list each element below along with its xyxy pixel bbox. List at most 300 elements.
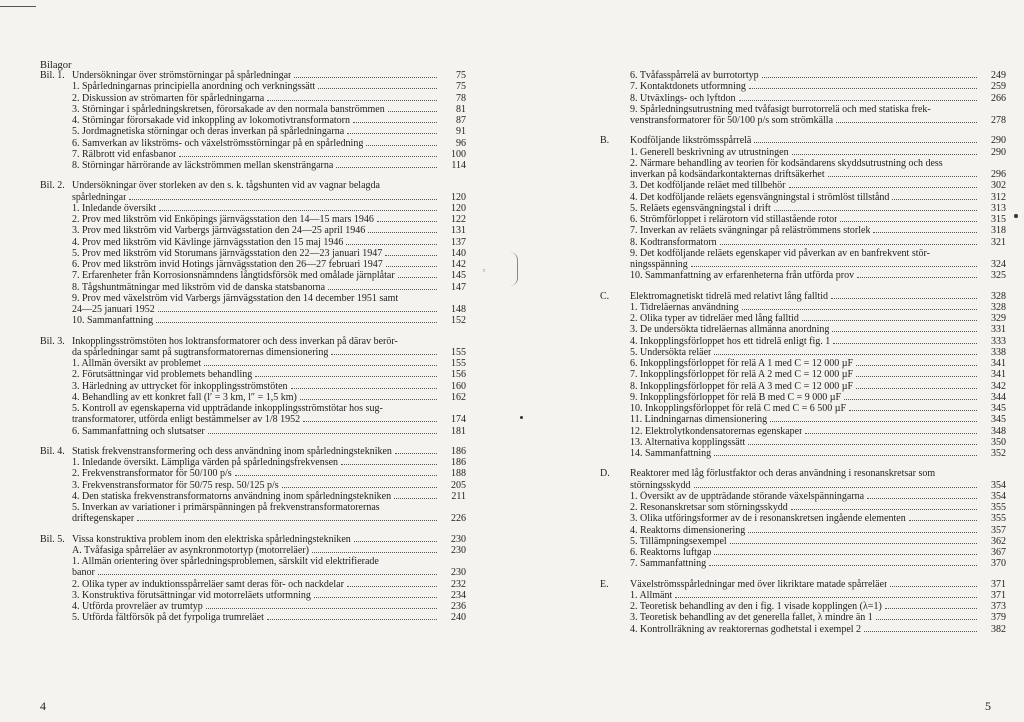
page-ref: 329 xyxy=(991,313,1006,324)
entry-title: 4. Behandling av ett konkret fall (l′ = 3 km, l″ = 1,5 km) xyxy=(72,391,297,403)
toc-entry xyxy=(600,426,1006,437)
page-ref: 348 xyxy=(991,425,1006,437)
dot-leader xyxy=(791,509,977,510)
toc-entry xyxy=(600,237,1006,248)
page-ref: 325 xyxy=(991,270,1006,282)
page-ref: 355 xyxy=(991,513,1006,525)
entry-title: 11. Lindningarnas dimensionering xyxy=(630,414,768,426)
page-ref: 140 xyxy=(451,247,466,259)
page-ref: 91 xyxy=(456,126,466,138)
entry-title: driftegenskaper xyxy=(72,513,135,525)
toc-entry xyxy=(40,381,466,392)
page-ref: 230 xyxy=(451,533,466,545)
entry-title: 24—25 januari 1952 xyxy=(72,304,155,315)
margin-dot xyxy=(1014,214,1018,218)
page-ref: 160 xyxy=(451,380,466,392)
entry-title: Växelströmsspårledningar med över likriktare matade spårreläer xyxy=(630,578,888,590)
entry-title: Inkopplingsströmstöten hos loktransformatorer och dess inverkan på därav berör- xyxy=(72,335,398,347)
page-ref: 96 xyxy=(456,137,466,149)
toc-entry xyxy=(600,70,1006,81)
page-ref: 120 xyxy=(451,202,466,214)
dot-leader xyxy=(805,433,977,434)
entry-title: 5. Undersökta reläer xyxy=(630,346,712,358)
page-ref: 371 xyxy=(991,589,1006,601)
dot-leader xyxy=(831,298,977,299)
toc-section xyxy=(600,70,1006,126)
toc-entry xyxy=(40,126,466,137)
page-ref: 87 xyxy=(456,115,466,126)
page-ref: 379 xyxy=(991,612,1006,624)
entry-title: 6. Tvåfasspårrelä av burrotortyp xyxy=(630,70,759,81)
page-ref: 188 xyxy=(451,468,466,480)
dot-leader xyxy=(314,597,437,598)
entry-title: 1. Generell beskrivning av utrustningen xyxy=(630,146,789,158)
entry-title: 9. Inkopplingsförloppet för relä B med C = 9 000 µF xyxy=(630,391,842,403)
right-page xyxy=(512,0,1024,722)
page-ref: 371 xyxy=(991,578,1006,590)
entry-title: 9. Spårledningsutrustning med tvåfasigt burrotorrelä och med statiska frek- xyxy=(630,103,931,115)
toc-entry xyxy=(600,480,1006,491)
dot-leader xyxy=(890,586,977,587)
dot-leader xyxy=(328,289,437,290)
dot-leader xyxy=(720,244,977,245)
page-ref: 278 xyxy=(991,115,1006,126)
toc-entry xyxy=(40,601,466,612)
dot-leader xyxy=(353,122,437,123)
dot-leader xyxy=(774,210,977,211)
entry-title: 7. Sammanfattning xyxy=(630,558,707,570)
toc-entry xyxy=(600,135,1006,146)
page-ref: 230 xyxy=(451,567,466,579)
page-ref: 148 xyxy=(451,304,466,315)
entry-title: 10. Sammanfattning av erfarenheterna från utförda prov xyxy=(630,270,855,282)
toc-entry xyxy=(40,358,466,369)
dot-leader xyxy=(235,475,437,476)
dot-leader xyxy=(208,433,437,434)
dot-leader xyxy=(267,100,437,101)
page-number: 5 xyxy=(985,699,991,713)
toc-entry xyxy=(40,203,466,214)
toc-entry xyxy=(40,259,466,270)
section-label: B. xyxy=(600,135,610,147)
entry-title: 8. Inkopplingsförloppet för relä A 3 med C = 12 000 µF xyxy=(630,380,854,392)
page-ref: 355 xyxy=(991,502,1006,513)
page-ref: 155 xyxy=(451,358,466,369)
entry-title: Statisk frekvenstransformering och dess användning inom spårledningstekniken xyxy=(72,445,392,457)
toc-section xyxy=(40,534,466,624)
margin-mark: ᶜ xyxy=(483,266,486,276)
entry-title: Elektromagnetiskt tidrelä med relativt lång falltid xyxy=(630,290,828,302)
toc-entry xyxy=(600,270,1006,281)
dot-leader xyxy=(366,145,437,146)
dot-leader xyxy=(159,210,437,211)
toc-entry xyxy=(600,225,1006,236)
toc-entry xyxy=(40,414,466,425)
entry-title: 1. Spårledningarnas principiella anordning och verkningssätt xyxy=(72,81,316,93)
toc-entry xyxy=(40,369,466,380)
toc-entry xyxy=(40,70,466,81)
page-heading: Bilagor xyxy=(40,60,72,71)
page-ref: 313 xyxy=(991,202,1006,214)
page-ref: 352 xyxy=(991,448,1006,459)
toc-entry xyxy=(600,158,1006,169)
page-ref: 100 xyxy=(451,148,466,160)
page-ref: 344 xyxy=(991,391,1006,403)
page-ref: 302 xyxy=(991,180,1006,192)
toc-entry xyxy=(40,160,466,171)
page-ref: 75 xyxy=(456,81,466,93)
entry-title: 3. Teoretisk behandling av det generella fallet, λ mindre än 1 xyxy=(630,612,873,624)
dot-leader xyxy=(129,199,437,200)
page-ref: 350 xyxy=(991,436,1006,448)
entry-title: 7. Rälbrott vid enfasbanor xyxy=(72,148,177,160)
page-ref: 341 xyxy=(991,369,1006,381)
toc-entry xyxy=(600,81,1006,92)
toc-entry xyxy=(40,138,466,149)
page-ref: 296 xyxy=(991,169,1006,180)
toc-entry xyxy=(40,225,466,236)
dot-leader xyxy=(158,311,437,312)
page-ref: 341 xyxy=(991,358,1006,369)
dot-leader xyxy=(341,464,437,465)
dot-leader xyxy=(694,487,977,488)
entry-title: 4. Den statiska frekvenstransformatorns användning inom spårledningstekniken xyxy=(72,490,392,502)
dot-leader xyxy=(98,574,437,575)
entry-title: 7. Kontaktdonets utformning xyxy=(630,81,746,93)
toc-entry xyxy=(40,392,466,403)
page-ref: 345 xyxy=(991,414,1006,426)
entry-title: 8. Störningar härrörande av läckströmmen mellan skensträngarna xyxy=(72,160,334,171)
entry-title: 1. Inledande översikt. Lämpliga värden på spårledningsfrekvensen xyxy=(72,457,339,468)
entry-title: 7. Inkopplingsförloppet för relä A 2 med C = 12 000 µF xyxy=(630,369,854,381)
page-ref: 131 xyxy=(451,225,466,237)
toc-entry xyxy=(40,513,466,524)
toc-entry xyxy=(40,237,466,248)
dot-leader xyxy=(204,365,437,366)
dot-leader xyxy=(849,410,977,411)
toc-entry xyxy=(600,590,1006,601)
dot-leader xyxy=(748,444,977,445)
toc-entry xyxy=(600,336,1006,347)
entry-title: 8. Tågshuntmätningar med likström vid de danska statsbanorna xyxy=(72,281,326,293)
entry-title: 8. Utväxlings- och lyftdon xyxy=(630,92,736,104)
toc-entry xyxy=(40,590,466,601)
entry-title: 5. Inverkan av variationer i primärspänningen på frekvenstransformatorernas xyxy=(72,502,380,513)
page-ref: 145 xyxy=(451,270,466,282)
page-ref: 75 xyxy=(456,70,466,81)
page-ref: 338 xyxy=(991,346,1006,358)
section-label: C. xyxy=(600,290,610,302)
dot-leader xyxy=(156,322,437,323)
toc-left xyxy=(40,70,466,633)
toc-entry xyxy=(600,313,1006,324)
entry-title: 3. Härledning av uttrycket för inkopplingsströmstöten xyxy=(72,380,288,392)
page-ref: 232 xyxy=(451,578,466,590)
toc-entry xyxy=(600,147,1006,158)
entry-title: 3. Konstruktiva förutsättningar vid motorreläets utformning xyxy=(72,589,311,601)
page-ref: 162 xyxy=(451,391,466,403)
dot-leader xyxy=(395,453,437,454)
dot-leader xyxy=(179,156,437,157)
toc-section xyxy=(600,291,1006,460)
toc-entry xyxy=(600,547,1006,558)
page-ref: 181 xyxy=(451,425,466,437)
page-ref: 234 xyxy=(451,589,466,601)
dot-leader xyxy=(336,167,437,168)
toc-entry xyxy=(600,437,1006,448)
entry-title: Vissa konstruktiva problem inom den elektriska spårledningstekniken xyxy=(72,533,351,545)
entry-title: 9. Prov med växelström vid Varbergs järnvägsstation den 14 december 1951 samt xyxy=(72,292,399,304)
dot-leader xyxy=(303,421,437,422)
toc-entry xyxy=(40,270,466,281)
dot-leader xyxy=(864,631,977,632)
toc-entry xyxy=(40,81,466,92)
dot-leader xyxy=(836,122,977,123)
toc-entry xyxy=(600,169,1006,180)
entry-title: 1. Översikt av de uppträdande störande växelspänningarna xyxy=(630,490,865,502)
page-ref: 152 xyxy=(451,315,466,327)
toc-entry xyxy=(40,446,466,457)
dot-leader xyxy=(802,320,977,321)
entry-title: 13. Alternativa kopplingssätt xyxy=(630,436,746,448)
toc-entry xyxy=(40,579,466,590)
page-ref: 266 xyxy=(991,92,1006,104)
toc-entry xyxy=(600,601,1006,612)
dot-leader xyxy=(312,552,437,553)
dot-leader xyxy=(909,520,977,521)
entry-title: 6. Strömförloppet i relärotorn vid stillastående rotor xyxy=(630,214,838,225)
entry-title: 3. De undersökta tidreläernas allmänna anordning xyxy=(630,324,830,336)
toc-entry xyxy=(40,115,466,126)
page-ref: 290 xyxy=(991,135,1006,147)
page-ref: 78 xyxy=(456,92,466,104)
toc-entry xyxy=(600,324,1006,335)
entry-title: 3. Störningar i spårledningskretsen, förorsakade av den normala banströmmen xyxy=(72,103,385,115)
dot-leader xyxy=(742,309,977,310)
dot-leader xyxy=(714,554,977,555)
toc-entry xyxy=(40,556,466,567)
section-label: Bil. 5. xyxy=(40,533,65,545)
toc-entry xyxy=(40,480,466,491)
entry-title: 5. Reläets egensvängningstal i drift xyxy=(630,202,771,214)
page-ref: 249 xyxy=(991,70,1006,81)
page-ref: 312 xyxy=(991,191,1006,203)
dot-leader xyxy=(398,277,437,278)
section-label: E. xyxy=(600,578,609,590)
toc-entry xyxy=(40,192,466,203)
page-ref: 331 xyxy=(991,324,1006,336)
toc-entry xyxy=(600,536,1006,547)
dot-leader xyxy=(828,176,977,177)
entry-title: 10. Sammanfattning xyxy=(72,315,154,327)
entry-title: 1. Inledande översikt xyxy=(72,202,157,214)
toc-entry xyxy=(40,426,466,437)
toc-entry xyxy=(40,336,466,347)
dot-leader xyxy=(840,221,977,222)
toc-entry xyxy=(600,468,1006,479)
entry-title: 4. Prov med likström vid Kävlinge järnvägsstation den 15 maj 1946 xyxy=(72,236,344,248)
page-ref: 259 xyxy=(991,81,1006,93)
entry-title: 2. Resonanskretsar som störningsskydd xyxy=(630,502,788,513)
dot-leader xyxy=(754,142,977,143)
page-ref: 357 xyxy=(991,524,1006,536)
toc-entry xyxy=(600,381,1006,392)
page-ref: 370 xyxy=(991,558,1006,570)
entry-title: 1. Tidreläernas användning xyxy=(630,301,739,313)
toc-entry xyxy=(600,302,1006,313)
section-label: Bil. 2. xyxy=(40,180,65,192)
entry-title: ningsspänning xyxy=(630,259,688,270)
page-ref: 333 xyxy=(991,335,1006,347)
toc-entry xyxy=(40,248,466,259)
dot-leader xyxy=(876,619,977,620)
dot-leader xyxy=(377,221,437,222)
page-ref: 328 xyxy=(991,301,1006,313)
toc-entry xyxy=(600,491,1006,502)
toc-section xyxy=(600,135,1006,281)
dot-leader xyxy=(789,187,977,188)
entry-title: 2. Olika typer av tidreläer med lång falltid xyxy=(630,313,799,324)
dot-leader xyxy=(347,133,437,134)
toc-entry xyxy=(40,534,466,545)
dot-leader xyxy=(762,77,977,78)
scan-edge-line xyxy=(0,6,36,7)
entry-title: 4. Reaktorns dimensionering xyxy=(630,524,746,536)
entry-title: banor xyxy=(72,567,95,579)
dot-leader xyxy=(792,154,977,155)
entry-title: 8. Kodtransformatorn xyxy=(630,236,717,248)
toc-section xyxy=(40,336,466,437)
page-ref: 324 xyxy=(991,259,1006,270)
dot-leader xyxy=(833,343,977,344)
dot-leader xyxy=(856,376,977,377)
entry-title: Kodföljande likströmsspårrelä xyxy=(630,135,752,147)
section-label: Bil. 3. xyxy=(40,335,65,347)
dot-leader xyxy=(856,365,977,366)
entry-title: 3. Det kodföljande reläet med tillbehör xyxy=(630,180,786,192)
page-ref: 120 xyxy=(451,191,466,203)
entry-title: Undersökningar över storleken av den s. k. tågshunten vid av vagnar belagda xyxy=(72,180,380,192)
toc-entry xyxy=(40,293,466,304)
entry-title: 7. Erfarenheter från Korrosionsnämndens långtidsförsök med omålade järnplåtar xyxy=(72,270,395,282)
entry-title: 5. Prov med likström vid Storumans järnvägsstation den 22—23 januari 1947 xyxy=(72,247,383,259)
entry-title: 2. Närmare behandling av teorien för kodsändarens skyddsutrustning och dess xyxy=(630,157,943,169)
entry-title: 6. Samverkan av likströms- och växelströmsstörningar på en spårledning xyxy=(72,137,364,149)
page-ref: 142 xyxy=(451,259,466,270)
toc-entry xyxy=(40,491,466,502)
dot-leader xyxy=(394,498,437,499)
toc-entry xyxy=(600,180,1006,191)
dot-leader xyxy=(885,608,977,609)
toc-entry xyxy=(600,214,1006,225)
entry-title: 4. Inkopplingsförloppet hos ett tidrelä enligt fig. 1 xyxy=(630,335,831,347)
page-ref: 373 xyxy=(991,601,1006,612)
page-ref: 354 xyxy=(991,479,1006,491)
dot-leader xyxy=(318,88,437,89)
toc-entry xyxy=(600,624,1006,635)
toc-entry xyxy=(40,149,466,160)
entry-title: venstransformatorer för 50/100 p/s som strömkälla xyxy=(630,115,834,126)
page-ref: 367 xyxy=(991,547,1006,558)
toc-entry xyxy=(600,525,1006,536)
dot-leader xyxy=(255,376,437,377)
toc-entry xyxy=(600,203,1006,214)
entry-title: 2. Diskussion av strömarten för spårledningarna xyxy=(72,92,265,104)
toc-section xyxy=(600,468,1006,569)
toc-entry xyxy=(600,612,1006,623)
page-ref: 315 xyxy=(991,214,1006,225)
page-ref: 345 xyxy=(991,403,1006,414)
entry-title: 3. Prov med likström vid Varbergs järnvägsstation den 24—25 april 1946 xyxy=(72,225,366,237)
page-ref: 81 xyxy=(456,103,466,115)
entry-title: 2. Teoretisk behandling av den i fig. 1 visade kopplingen (λ=1) xyxy=(630,601,882,612)
dot-leader xyxy=(856,388,977,389)
dot-leader xyxy=(873,232,977,233)
entry-title: 5. Tillämpningsexempel xyxy=(630,535,727,547)
toc-section xyxy=(40,446,466,525)
margin-dot xyxy=(520,416,523,419)
toc-entry xyxy=(600,403,1006,414)
dot-leader xyxy=(346,244,437,245)
page-ref: 186 xyxy=(451,445,466,457)
dot-leader xyxy=(388,111,437,112)
toc-entry xyxy=(600,513,1006,524)
entry-title: 5. Utförda fältförsök på det fyrpoliga trumreläet xyxy=(72,612,264,624)
dot-leader xyxy=(770,421,977,422)
entry-title: Undersökningar över strömstörningar på spårledningar xyxy=(72,70,292,81)
entry-title: 1. Allmän orientering över spårledningsproblemen, särskilt vid elektrifierade xyxy=(72,556,379,567)
toc-entry xyxy=(600,414,1006,425)
entry-title: 6. Prov med likström invid Hotings järnvägsstation den 26—27 februari 1947 xyxy=(72,259,383,270)
dot-leader xyxy=(206,608,437,609)
toc-entry xyxy=(40,282,466,293)
dot-leader xyxy=(291,388,437,389)
toc-entry xyxy=(600,115,1006,126)
dot-leader xyxy=(748,532,977,533)
entry-title: 10. Inkopplingsförloppet för relä C med C = 6 500 µF xyxy=(630,403,847,414)
page-ref: 211 xyxy=(451,490,466,502)
page-ref: 382 xyxy=(991,623,1006,635)
entry-title: 4. Det kodföljande reläets egensvängningstal i strömlöst tillstånd xyxy=(630,191,890,203)
toc-entry xyxy=(600,558,1006,569)
toc-right xyxy=(600,70,1006,644)
dot-leader xyxy=(675,597,977,598)
toc-entry xyxy=(600,259,1006,270)
toc-entry xyxy=(40,502,466,513)
entry-title: störningsskydd xyxy=(630,479,691,491)
entry-title: inverkan på kodsändarkontakternas driftsäkerhet xyxy=(630,169,825,180)
entry-title: 2. Förutsättningar vid problemets behandling xyxy=(72,369,253,381)
entry-title: da spårledningar samt på sugtransformatorernas dimensionering xyxy=(72,346,329,358)
dot-leader xyxy=(832,331,977,332)
toc-section xyxy=(40,70,466,171)
page-ref: 240 xyxy=(451,612,466,624)
entry-title: 6. Reaktorns luftgap xyxy=(630,547,712,558)
toc-entry xyxy=(600,579,1006,590)
entry-title: A. Tvåfasiga spårreläer av asynkronmotortyp (motorreläer) xyxy=(72,544,309,556)
section-label: D. xyxy=(600,468,610,480)
toc-entry xyxy=(40,347,466,358)
dot-leader xyxy=(714,354,977,355)
dot-leader xyxy=(267,619,437,620)
entry-title: 5. Kontroll av egenskaperna vid uppträdande inkopplingsströmstötar hos sug- xyxy=(72,403,383,414)
toc-entry xyxy=(40,315,466,326)
dot-leader xyxy=(386,266,437,267)
toc-entry xyxy=(40,403,466,414)
dot-leader xyxy=(749,88,977,89)
toc-entry xyxy=(600,448,1006,459)
entry-title: 3. Olika utföringsformer av de i resonanskretsen ingående elementen xyxy=(630,513,906,525)
